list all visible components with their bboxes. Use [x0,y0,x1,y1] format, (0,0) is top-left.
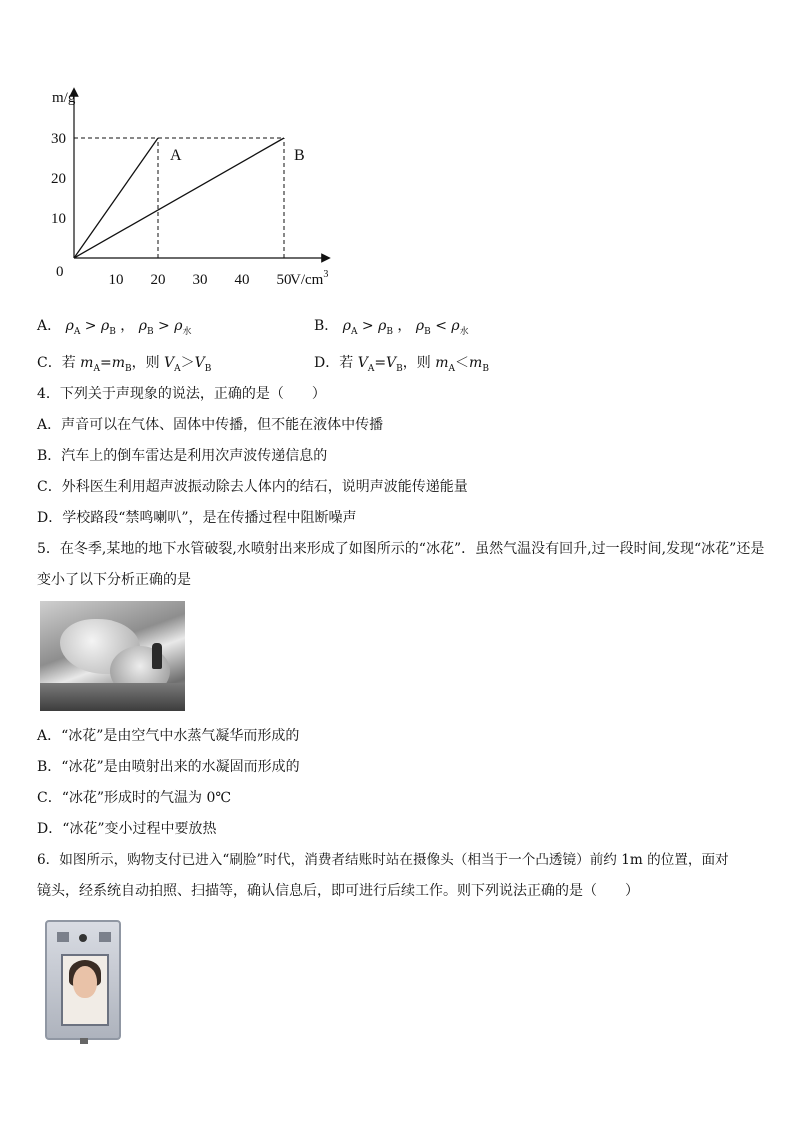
x-tick-label: 40 [234,272,250,288]
y-tick-label: 30 [51,131,66,147]
q3-option-b: B． $\rho_A > \rho_B$ ， $\rho_B < \rho_水$ [314,318,469,337]
q3-option-a: A． $\rho_A > \rho_B$ ， $\rho_B > \rho_水$ [37,318,192,337]
q3-option-c: C．若 $m_A=m_B$，则 $V_A>V_B$ [37,355,212,374]
origin-label: 0 [56,264,64,280]
q5-option-d: D．“冰花”变小过程中要放热 [37,821,217,837]
x-axis-label: $V/cm^3$ [290,269,329,288]
q5-stem-line2: 变小了以下分析正确的是 [37,572,191,588]
y-axis-label: m/g [52,90,76,106]
series-label-A: A [170,147,182,164]
ice-flower-photo [40,601,185,711]
q6-stem-line1: 6．如图所示，购物支付已进入“刷脸”时代，消费者结账时站在摄像头（相当于一个凸透镜）前约 1m 的位置，面对 [37,852,729,868]
y-tick-label: 10 [51,211,66,227]
q4-option-d: D．学校路段“禁鸣喇叭”，是在传播过程中阻断噪声 [37,510,357,526]
series-line-A [74,138,158,258]
q4-stem: 4．下列关于声现象的说法，正确的是（ ） [37,386,326,402]
q4-option-c: C．外科医生利用超声波振动除去人体内的结石，说明声波能传递能量 [37,479,468,495]
q5-option-b: B．“冰花”是由喷射出来的水凝固而形成的 [37,759,300,775]
mass-volume-graph [36,78,356,298]
face-payment-kiosk-image [45,920,121,1040]
x-tick-label: 20 [150,272,166,288]
x-tick-label: 30 [192,272,208,288]
q5-option-a: A．“冰花”是由空气中水蒸气凝华而形成的 [37,728,300,744]
q4-option-a: A．声音可以在气体、固体中传播，但不能在液体中传播 [37,417,384,433]
q4-option-b: B．汽车上的倒车雷达是利用次声波传递信息的 [37,448,328,464]
x-tick-label: 50 [276,272,292,288]
q6-stem-line2: 镜头，经系统自动拍照、扫描等，确认信息后，即可进行后续工作。则下列说法正确的是（ ） [37,883,639,899]
x-tick-label: 10 [108,272,124,288]
q5-option-c: C．“冰花”形成时的气温为 0℃ [37,790,232,806]
q3-option-d: D．若 $V_A=V_B$，则 $m_A<m_B$ [314,355,489,374]
q5-stem-line1: 5．在冬季,某地的地下水管破裂,水喷射出来形成了如图所示的“冰花”．虽然气温没有回升,过一段时间,发现“冰花”还是 [37,541,765,557]
series-label-B: B [294,147,305,164]
y-tick-label: 20 [51,171,66,187]
